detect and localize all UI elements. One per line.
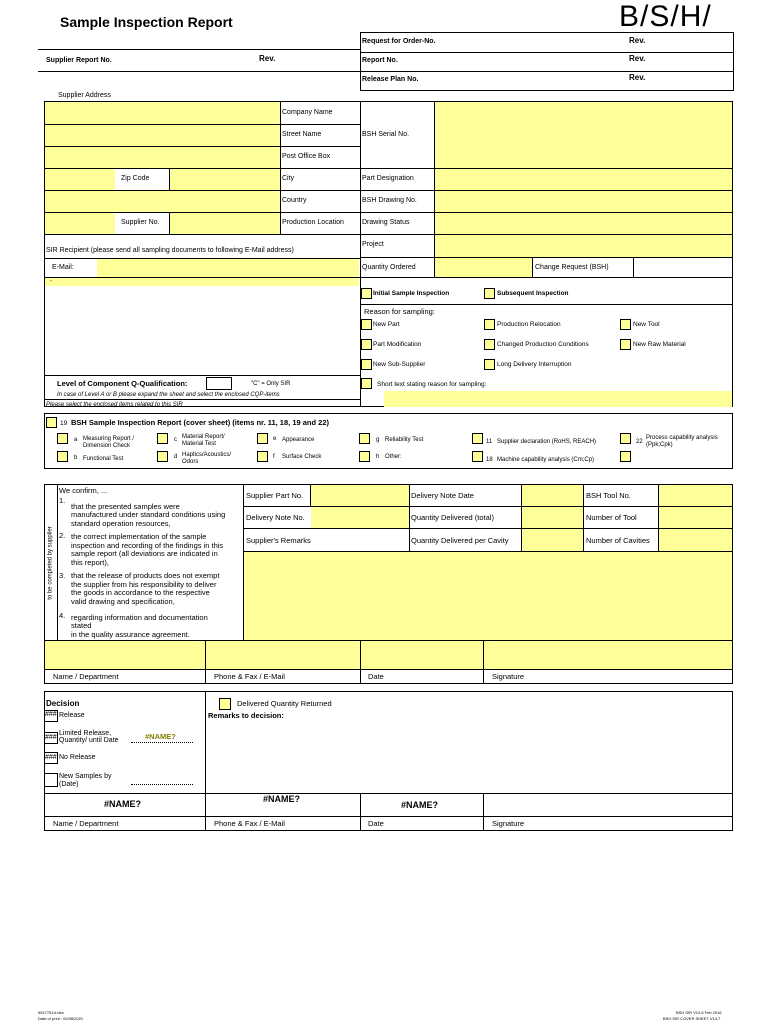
bsh-serial-no-field[interactable] — [435, 102, 732, 168]
decision-name-error-2: #NAME? — [263, 794, 301, 804]
country-label: Country — [282, 197, 307, 204]
item-c-checkbox[interactable] — [157, 433, 168, 444]
page-title: Sample Inspection Report — [60, 14, 233, 30]
part-modification-checkbox[interactable] — [361, 339, 372, 350]
limited-release-label-1: Limited Release, — [59, 730, 112, 737]
select-hint: Please select the enclosed items related to this SIR — [46, 402, 183, 408]
level-qualification-label: Level of Component Q-Qualification: — [57, 379, 188, 388]
rev-label-supplier: Rev. — [259, 54, 276, 63]
subsequent-inspection-label: Subsequent Inspection — [497, 290, 569, 297]
request-for-order-label: Request for Order-No. — [362, 38, 436, 45]
item-e-letter: e — [273, 436, 277, 442]
new-sub-supplier-label: New Sub-Supplier — [373, 361, 426, 368]
bsh-serial-no-label: BSH Serial No. — [362, 131, 410, 138]
decision-phone-fax-label: Phone & Fax / E-Mail — [214, 819, 285, 828]
quantity-delivered-total-label: Quantity Delivered (total) — [411, 513, 494, 522]
no-release-label: No Release — [59, 754, 96, 761]
item-d-label-2: Odors — [182, 459, 199, 465]
decision-name-error-1: #NAME? — [104, 799, 142, 809]
item-a-checkbox[interactable] — [57, 433, 68, 444]
item-19-number: 19 — [60, 420, 68, 427]
confirm-1-line-1: that the presented samples were — [71, 502, 180, 511]
delivered-quantity-returned-label: Delivered Quantity Returned — [237, 699, 332, 708]
supplier-part-no-label: Supplier Part No. — [246, 491, 304, 500]
production-relocation-checkbox[interactable] — [484, 319, 495, 330]
item-c-label-2: Material Test — [182, 441, 216, 447]
quantity-ordered-label: Quantity Ordered — [362, 264, 416, 271]
supplier-no-field[interactable] — [170, 213, 280, 234]
confirm-2-line-2: inspection and recording of the findings in this — [71, 541, 224, 550]
rev-label-3: Rev. — [629, 73, 646, 82]
part-designation-field[interactable] — [435, 169, 732, 190]
project-label: Project — [362, 241, 384, 248]
remarks-to-decision-label: Remarks to decision: — [208, 711, 284, 720]
supplier-date-label: Date — [368, 672, 384, 681]
item-18-label: Machine capability analysis (Cm;Cp) — [497, 457, 595, 463]
email-extra-field[interactable] — [45, 278, 359, 286]
company-name-field[interactable] — [45, 102, 280, 124]
new-sub-supplier-checkbox[interactable] — [361, 359, 372, 370]
confirm-2-number: 2. — [59, 531, 66, 540]
post-office-box-field[interactable] — [45, 147, 280, 168]
item-19-title: BSH Sample Inspection Report (cover sheet) (items nr. 11, 18, 19 and 22) — [71, 418, 330, 427]
item-22-label-1: Process capability analysis — [646, 435, 718, 441]
supplier-name-field[interactable] — [45, 641, 205, 669]
delivered-quantity-returned-checkbox[interactable] — [219, 698, 231, 710]
decision-name-error-3: #NAME? — [401, 800, 439, 810]
part-designation-label: Part Designation — [362, 175, 414, 182]
new-samples-label-2: (Date) — [59, 781, 79, 788]
delivery-note-no-label: Delivery Note No. — [246, 513, 305, 522]
email-label: E-Mail: — [52, 264, 74, 271]
number-of-tool-label: Number of Tool — [586, 513, 637, 522]
confirm-1-number: 1. — [59, 496, 66, 505]
limited-release-hash: ### — [45, 734, 57, 741]
item-18-checkbox[interactable] — [472, 451, 483, 462]
suppliers-remarks-field[interactable] — [244, 552, 732, 640]
street-name-label: Street Name — [282, 131, 322, 138]
zip-code-field[interactable] — [170, 169, 280, 190]
sir-recipient-label: SIR Recipient (please send all sampling documents to following E-Mail address) — [46, 247, 294, 254]
new-samples-label-1: New Samples by — [59, 773, 112, 780]
post-office-box-label: Post Office Box — [282, 153, 331, 160]
initial-sample-label: Initial Sample Inspection — [373, 290, 450, 297]
limited-release-name-error: #NAME? — [145, 732, 176, 741]
city-label: City — [282, 175, 295, 182]
confirm-3-number: 3. — [59, 571, 66, 580]
confirm-4-line-3: in the quality assurance agreement. — [71, 630, 190, 639]
number-of-cavities-field[interactable] — [659, 529, 732, 551]
quantity-delivered-total-field[interactable] — [522, 507, 583, 528]
level-qualification-input[interactable] — [206, 377, 232, 390]
item-22-checkbox[interactable] — [620, 433, 631, 444]
company-name-label: Company Name — [282, 109, 333, 116]
decision-title: Decision — [46, 699, 80, 708]
supplier-date-field[interactable] — [361, 641, 483, 669]
changed-production-conditions-checkbox[interactable] — [484, 339, 495, 350]
new-raw-material-label: New Raw Material — [633, 341, 686, 348]
reason-for-sampling-label: Reason for sampling: — [364, 307, 435, 316]
item-f-checkbox[interactable] — [257, 451, 268, 462]
item-19-checkbox[interactable] — [46, 417, 57, 428]
item-b-label: Functional Test — [83, 456, 124, 462]
item-d-letter: d — [174, 454, 178, 460]
number-of-tool-field[interactable] — [659, 507, 732, 528]
item-18-number: 18 — [486, 457, 493, 463]
item-f-label: Surface Check — [282, 454, 322, 460]
confirm-3-line-4: valid drawing and specification, — [71, 597, 175, 606]
confirm-4-number: 4. — [59, 611, 66, 620]
project-field[interactable] — [435, 235, 732, 257]
quantity-ordered-field[interactable] — [435, 258, 532, 277]
level-hint: In case of Level A or B please expand the sheet and select the enclosed CQP-items — [57, 392, 280, 398]
item-a-label-1: Measuring Report / — [83, 436, 135, 442]
delivery-note-date-field[interactable] — [522, 485, 583, 506]
footer-version-1: BSH SIR V14.6 Feb 2016 — [676, 1010, 722, 1015]
item-22-label-2: (Ppk;Cpk) — [646, 442, 673, 448]
street-name-field[interactable] — [45, 125, 280, 147]
footer-print-date: Date of print : 02/08/2021 — [38, 1016, 84, 1021]
item-g-checkbox[interactable] — [359, 433, 370, 444]
supplier-signature-label: Signature — [492, 672, 525, 681]
suppliers-remarks-label: Supplier's Remarks — [246, 536, 311, 545]
city-field[interactable] — [45, 191, 280, 212]
rev-label-2: Rev. — [629, 54, 646, 63]
item-22-number: 22 — [636, 439, 643, 445]
release-label: Release — [59, 712, 85, 719]
confirm-1-line-2: manufactured under standard conditions using — [71, 510, 226, 519]
confirm-3-line-2: the supplier from his responsibility to deliver — [71, 580, 217, 589]
supplier-part-no-field[interactable] — [311, 485, 409, 506]
quantity-delivered-per-cavity-label: Quantity Delivered per Cavity — [411, 536, 509, 545]
new-tool-checkbox[interactable] — [620, 319, 631, 330]
decision-name-department-label: Name / Department — [53, 819, 119, 828]
supplier-report-no-label: Supplier Report No. — [46, 57, 112, 64]
supplier-address-label: Supplier Address — [58, 92, 111, 99]
item-11-number: 11 — [486, 439, 493, 445]
confirm-2-line-1: the correct implementation of the sample — [71, 532, 207, 541]
production-relocation-label: Production Relocation — [497, 321, 561, 328]
initial-sample-checkbox[interactable] — [361, 288, 372, 299]
item-h-letter: h — [376, 454, 380, 460]
delivery-note-date-label: Delivery Note Date — [411, 491, 474, 500]
item-11-label: Supplier declaration (RoHS, REACH) — [497, 439, 597, 445]
new-tool-label: New Tool — [633, 321, 660, 328]
no-release-hash: ### — [45, 754, 57, 761]
new-raw-material-checkbox[interactable] — [620, 339, 631, 350]
bsh-tool-no-label: BSH Tool No. — [586, 491, 631, 500]
item-a-letter: a — [74, 437, 78, 443]
delivery-note-no-field[interactable] — [311, 507, 409, 528]
long-delivery-interruption-checkbox[interactable] — [484, 359, 495, 370]
item-g-label: Reliability Test — [385, 437, 424, 443]
footer-version-2: BSH SIR COVER SHEET V14.7 — [663, 1016, 721, 1021]
supplier-side-label: to be completed by supplier — [47, 526, 54, 600]
footer-file-name: 5517751d.xlsx — [38, 1010, 64, 1015]
bsh-logo: B/S/H/ — [619, 0, 712, 33]
item-extra-checkbox[interactable] — [620, 451, 631, 462]
short-text-checkbox[interactable] — [361, 378, 372, 389]
drawing-status-field[interactable] — [435, 213, 732, 234]
supplier-no-label: Supplier No. — [121, 219, 160, 226]
item-a-label-2: Dimension Check — [83, 443, 131, 449]
long-delivery-interruption-label: Long Delivery Interruption — [497, 361, 572, 368]
we-confirm-label: We confirm, ... — [59, 486, 108, 495]
confirm-3-line-3: the goods in accordance to the respective — [71, 588, 210, 597]
email-value: - — [50, 278, 53, 285]
item-h-label: Other: — [385, 454, 402, 460]
part-modification-label: Part Modification — [373, 341, 422, 348]
short-text-label: Short text stating reason for sampling: — [377, 381, 487, 388]
number-of-cavities-label: Number of Cavities — [586, 536, 650, 545]
new-part-label: New Part — [373, 321, 400, 328]
release-hash: ### — [45, 711, 57, 718]
production-location-label: Production Location — [282, 219, 344, 226]
supplier-name-department-label: Name / Department — [53, 672, 119, 681]
bsh-tool-no-field[interactable] — [659, 485, 732, 506]
bsh-drawing-no-field[interactable] — [435, 191, 732, 212]
country-field[interactable] — [45, 213, 115, 234]
item-b-letter: b — [74, 455, 78, 461]
confirm-4-line-1: regarding information and documentation — [71, 613, 208, 622]
address-line-field[interactable] — [45, 169, 115, 190]
decision-signature-label: Signature — [492, 819, 525, 828]
rev-label-1: Rev. — [629, 36, 646, 45]
supplier-signature-field[interactable] — [484, 641, 732, 669]
release-plan-no-label: Release Plan No. — [362, 76, 419, 83]
confirm-1-line-3: standard operation resources, — [71, 519, 171, 528]
item-c-letter: c — [174, 437, 177, 443]
new-samples-checkbox[interactable] — [44, 773, 58, 787]
bsh-drawing-no-label: BSH Drawing No. — [362, 197, 417, 204]
changed-production-conditions-label: Changed Production Conditions — [497, 341, 589, 348]
email-field[interactable] — [97, 259, 359, 277]
item-c-label-1: Material Report/ — [182, 434, 225, 440]
short-text-field[interactable] — [384, 391, 732, 407]
drawing-status-label: Drawing Status — [362, 219, 410, 226]
item-e-label: Appearance — [282, 437, 315, 443]
item-d-checkbox[interactable] — [157, 451, 168, 462]
confirm-2-line-3: sample report (all deviations are indicated in — [71, 549, 218, 558]
subsequent-inspection-checkbox[interactable] — [484, 288, 495, 299]
confirm-3-line-1: that the release of products does not exempt — [71, 571, 220, 580]
item-g-letter: g — [376, 437, 380, 443]
item-f-letter: f — [273, 454, 275, 460]
zip-code-label: Zip Code — [121, 175, 150, 182]
item-d-label-1: Haptics/Acoustics/ — [182, 452, 232, 458]
item-b-checkbox[interactable] — [57, 451, 68, 462]
item-11-checkbox[interactable] — [472, 433, 483, 444]
change-request-label: Change Request (BSH) — [535, 264, 609, 271]
item-e-checkbox[interactable] — [257, 433, 268, 444]
decision-date-label: Date — [368, 819, 384, 828]
supplier-phone-fax-label: Phone & Fax / E-Mail — [214, 672, 285, 681]
confirm-4-line-2: stated — [71, 621, 92, 630]
report-no-label: Report No. — [362, 57, 398, 64]
supplier-phone-field[interactable] — [206, 641, 360, 669]
limited-release-label-2: Quantity/ until Date — [59, 737, 119, 744]
new-part-checkbox[interactable] — [361, 319, 372, 330]
level-note: "C" = Only SIR — [251, 381, 291, 387]
item-h-checkbox[interactable] — [359, 451, 370, 462]
quantity-delivered-per-cavity-field[interactable] — [522, 529, 583, 551]
confirm-2-line-4: this report), — [71, 558, 109, 567]
